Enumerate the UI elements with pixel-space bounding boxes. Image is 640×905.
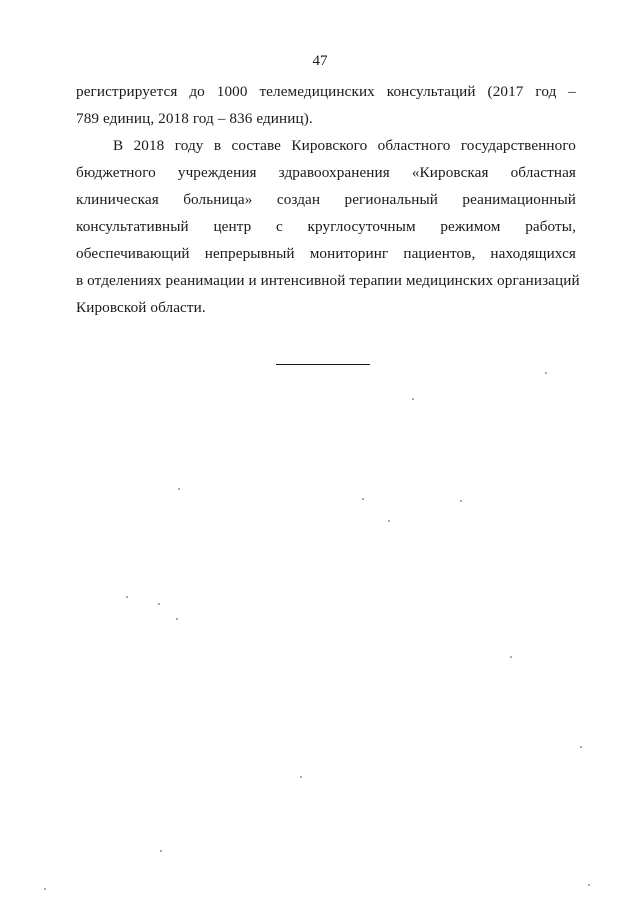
scan-speck xyxy=(510,656,512,658)
scan-speck xyxy=(545,372,547,374)
scan-speck xyxy=(460,500,462,502)
text-line-9: Кировской области. xyxy=(76,299,206,316)
closing-rule xyxy=(276,364,370,365)
text-line-4: бюджетного учреждения здравоохранения «Кировская областная xyxy=(76,164,576,181)
scan-speck xyxy=(580,746,582,748)
scan-speck xyxy=(362,498,364,500)
page-number: 47 xyxy=(312,53,328,69)
text-line-7: обеспечивающий непрерывный мониторинг пациентов, находящихся xyxy=(76,245,576,262)
scan-speck xyxy=(178,488,180,490)
scan-speck xyxy=(300,776,302,778)
text-line-8: в отделениях реанимации и интенсивной терапии медицинских организаций xyxy=(76,272,580,289)
scan-speck xyxy=(388,520,390,522)
scan-speck xyxy=(126,596,128,598)
text-line-3: В 2018 году в составе Кировского областного государственного xyxy=(113,137,576,154)
text-line-2: 789 единиц, 2018 год – 836 единиц). xyxy=(76,110,313,127)
scan-speck xyxy=(158,603,160,605)
scan-speck xyxy=(176,618,178,620)
scan-speck xyxy=(588,884,590,886)
text-line-5: клиническая больница» создан региональный реанимационный xyxy=(76,191,576,208)
text-line-1: регистрируется до 1000 телемедицинских консультаций (2017 год – xyxy=(76,83,576,100)
scan-speck xyxy=(44,888,46,890)
scan-speck xyxy=(412,398,414,400)
text-line-6: консультативный центр с круглосуточным режимом работы, xyxy=(76,218,576,235)
scan-speck xyxy=(160,850,162,852)
